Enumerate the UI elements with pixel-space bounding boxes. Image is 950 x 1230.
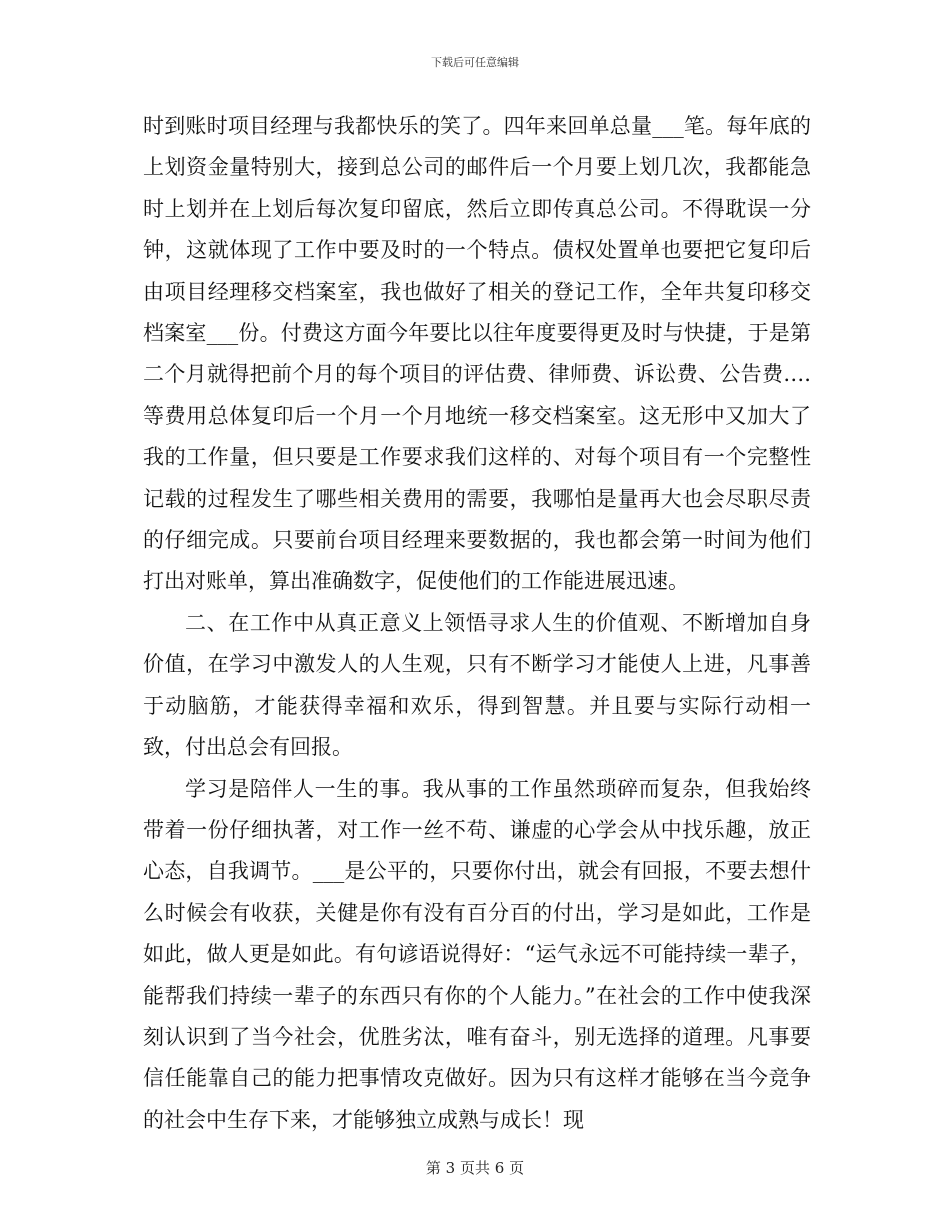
document-body [143,106,811,1141]
page-header: 下载后可任意编辑 [431,56,519,69]
paragraph-continuation: 时到账时项目经理与我都快乐的笑了。四年来回单总量___笔。每年底的上划资金量特别大，接到总公司的邮件后一个月要上划几次，我都能急时上划并在上划后每次复印留底，然后立即传真总公司。不得耽误一分钟，这就体现了工作中要及时的一个特点。债权处置单也要把它复印后由项目经理移交档案室，我也做好了相关的登记工作，全年共复印移交档案室___份。付费这方面今年要比以往年度要得更及时与快捷，于是第二个月就得把前个月的每个项目的评估费、律师费、诉讼费、公告费….等费用总体复印后一个月一个月地统一移交档案室。这无形中又加大了我的工作量，但只要是工作要求我们这样的、对每个项目有一个完整性记载的过程发生了哪些相关费用的需要，我哪怕是量再大也会尽职尽责的仔细完成。只要前台项目经理来要数据的，我也都会第一时间为他们打出对账单，算出准确数字，促使他们的工作能进展迅速。 [143,114,811,594]
paragraph-section-two: 二、在工作中从真正意义上领悟寻求人生的价值观、不断增加自身价值，在学习中激发人的人生观，只有不断学习才能使人上进，凡事善于动脑筋，才能获得幸福和欢乐，得到智慧。并且要与实际行动相一致，付出总会有回报。 [143,610,811,760]
page-footer: 第 3 页共 6 页 [425,1159,525,1177]
paragraph-learning: 学习是陪伴人一生的事。我从事的工作虽然琐碎而复杂，但我始终带着一份仔细执著，对工作一丝不苟、谦虚的心学会从中找乐趣，放正心态，自我调节。___是公平的，只要你付出，就会有回报，不要去想什么时候会有收获，关健是你有没有百分百的付出，学习是如此，工作是如此，做人更是如此。有句谚语说得好：“运气永远不可能持续一辈子，能帮我们持续一辈子的东西只有你的个人能力。”在社会的工作中使我深刻认识到了当今社会，优胜劣汰，唯有奋斗，别无选择的道理。凡事要信任能靠自己的能力把事情攻克做好。因为只有这样才能够在当今竞争的社会中生存下来，才能够独立成熟与成长！现 [143,776,811,1132]
